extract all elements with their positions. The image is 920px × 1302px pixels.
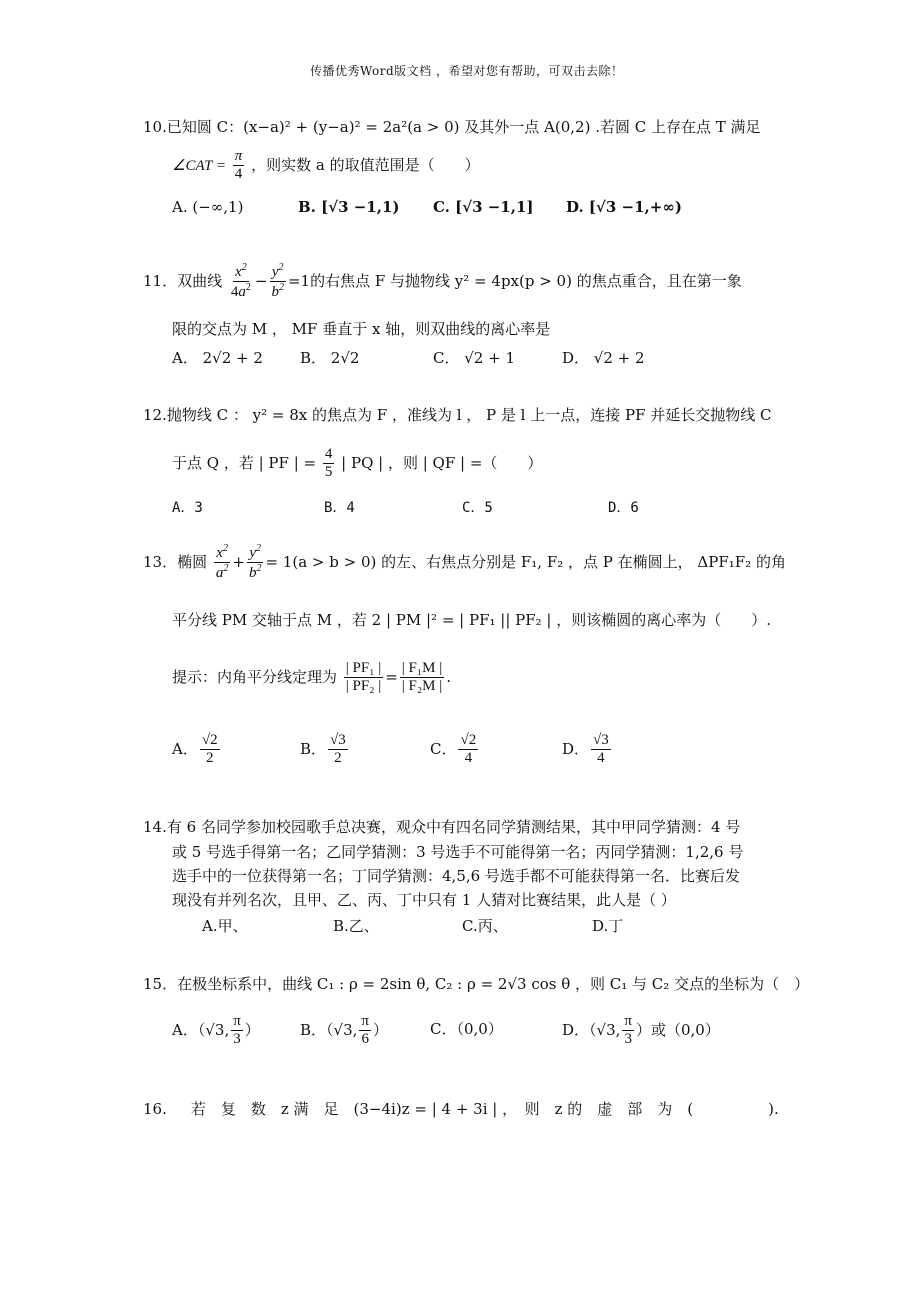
q10-option-b: B. [√3 −1,1): [298, 198, 400, 216]
q12-option-d: D．6: [608, 500, 639, 516]
q15-option-b: B．（√3, $\frac{\pi}{6}$ ）: [300, 1013, 388, 1048]
q11-option-b: B． 2√2: [300, 349, 360, 367]
page-header: 传播优秀Word版文档 ，希望对您有帮助，可双击去除！: [310, 64, 624, 78]
question-12-number: 12.: [143, 406, 167, 424]
question-10-line-1: [143, 118, 761, 136]
question-11-label: 双曲线: [177, 271, 223, 290]
q13-option-c: C． $\frac{√2}{4}$: [430, 732, 477, 767]
q11-option-c: C． √2 + 1: [433, 349, 515, 367]
q14-option-c: C.丙、: [462, 917, 508, 935]
q10-option-d: D. [√3 −1,+∞): [566, 198, 682, 216]
question-15-line-1: [143, 975, 809, 993]
question-10-text-rest: ，则实数 a 的取值范围是（ ）: [251, 155, 480, 174]
q12-option-c: C．5: [462, 500, 493, 516]
question-10-number: 10.: [143, 118, 167, 136]
question-15-text: 在极坐标系中，曲线 C₁ : ρ = 2sin θ, C₂ : ρ = 2√3 cos θ ，则 C₁ 与 C₂ 交点的坐标为（ ）: [177, 975, 810, 993]
question-12-text-a: 于点 Q ，若 | PF | =: [172, 453, 317, 472]
q11-option-a: A． 2√2 + 2: [172, 349, 263, 367]
q11-option-d: D． √2 + 2: [562, 349, 645, 367]
question-14-line-2: 或 5 号选手得第一名；乙同学猜测：3 号选手不可能得第一名；丙同学猜测：1,2,6 号: [172, 843, 744, 861]
hyperbola-term-1: $\frac{x^2}{4a^2}$: [230, 262, 251, 301]
question-13-hint: 提示：内角平分线定理为 $\frac{\text{| PF₁ |}}{\text{| PF₂ |}}$ = $\frac{\text{| F₁M |}}{\text{| F₂M |}}$ .: [172, 660, 451, 695]
q13-option-a: A． $\frac{√2}{2}$: [172, 732, 218, 767]
question-10-line-2: [172, 148, 480, 184]
question-11-text: 的右焦点 F 与抛物线 y² = 4px(p > 0) 的焦点重合，且在第一象: [310, 271, 742, 290]
four-fifths-fraction: $\frac{4}{5}$: [324, 446, 333, 481]
ellipse-term-2: $\frac{y^2}{b^2}$: [248, 543, 262, 582]
angle-expression: ∠CAT =: [172, 157, 227, 174]
question-14-line-4: 现没有并列名次，且甲、乙、丙、丁中只有 1 人猜对比赛结果，此人是（ ）: [172, 891, 676, 909]
question-12-line-2: [172, 446, 542, 482]
question-14-number: 14.: [143, 818, 167, 836]
q13-option-d: D． $\frac{√3}{4}$: [562, 732, 609, 767]
hyperbola-term-2: $\frac{y^2}{b^2}$: [271, 262, 284, 301]
question-12-text: 抛物线 C ： y² = 8x 的焦点为 F ，准线为 l ， P 是 l 上一点，连接 PF 并延长交抛物线 C: [166, 406, 772, 424]
hint-fraction-1: $\frac{\text{| PF₁ |}}{\text{| PF₂ |}}$: [345, 660, 382, 695]
q10-option-c: C. [√3 −1,1]: [433, 198, 534, 216]
q13-option-b: B． $\frac{√3}{2}$: [300, 732, 346, 767]
question-11-line-1: 11．双曲线 $\frac{x^2}{4a^2}$ − $\frac{y^2}{b^2}$ =1的右焦点 F 与抛物线 y² = 4px(p > 0) 的焦点重合，且在第一象: [143, 262, 742, 301]
question-13-text: = 1(a > b > 0) 的左、右焦点分别是 F₁, F₂ ，点 P 在椭圆上， ΔPF₁F₂ 的角: [265, 552, 786, 571]
q14-option-d: D.丁: [592, 917, 624, 935]
question-14-line-3: 选手中的一位获得第一名；丁同学猜测：4,5,6 号选手都不可能获得第一名．比赛后发: [172, 867, 740, 885]
q14-option-b: B.乙、: [333, 917, 379, 935]
q12-option-b: B．4: [324, 500, 355, 516]
question-12-line-1: [143, 406, 772, 424]
question-13-label: 椭圆: [177, 552, 208, 571]
q12-option-a: A．3: [172, 500, 203, 516]
question-11-line-2: 限的交点为 M ， MF 垂直于 x 轴，则双曲线的离心率是: [172, 320, 551, 338]
question-16-text: 若 复 数 z 满 足 (3−4i)z = | 4 + 3i | ， 则 z 的 虚 部 为 ( ).: [190, 1100, 779, 1118]
q15-option-d: D．（√3, $\frac{\pi}{3}$ ）或（0,0）: [562, 1013, 720, 1048]
question-16-line-1: [143, 1100, 779, 1118]
question-10-text: 已知圆 C：(x−a)² + (y−a)² = 2a²(a > 0) 及其外一点 A(0,2) .若圆 C 上存在点 T 满足: [166, 118, 761, 136]
question-13-line-1: 13．椭圆 $\frac{x^2}{a^2}$ + $\frac{y^2}{b^2}$ = 1(a > b > 0) 的左、右焦点分别是 F₁, F₂ ，点 P 在椭圆上， ΔPF₁F₂ 的角: [143, 543, 786, 582]
question-13-number: 13．: [143, 552, 178, 571]
q15-option-a: A．（√3, $\frac{\pi}{3}$ ）: [172, 1013, 260, 1048]
question-14-line-1: 14.有 6 名同学参加校园歌手总决赛，观众中有四名同学猜测结果，其中甲同学猜测：4 号: [143, 818, 741, 836]
hint-label: 提示：内角平分线定理为: [172, 667, 338, 686]
question-16-number: 16.: [143, 1100, 167, 1118]
question-11-number: 11．: [143, 271, 178, 290]
q14-option-a: A.甲、: [202, 917, 248, 935]
q15-option-c: C．（0,0）: [430, 1020, 503, 1038]
question-15-number: 15．: [143, 975, 178, 993]
ellipse-term-1: $\frac{x^2}{a^2}$: [215, 543, 229, 582]
question-12-text-b: | PQ | ，则 | QF | =（ ）: [341, 453, 543, 472]
pi-over-4-fraction: $\frac{\pi}{4}$: [234, 148, 243, 183]
question-13-line-2: 平分线 PM 交轴于点 M ，若 2 | PM |² = | PF₁ || PF₂ | ，则该椭圆的离心率为（ ）.: [172, 611, 772, 629]
hint-fraction-2: $\frac{\text{| F₁M |}}{\text{| F₂M |}}$: [401, 660, 443, 695]
q10-option-a: A. (−∞,1): [172, 198, 244, 216]
